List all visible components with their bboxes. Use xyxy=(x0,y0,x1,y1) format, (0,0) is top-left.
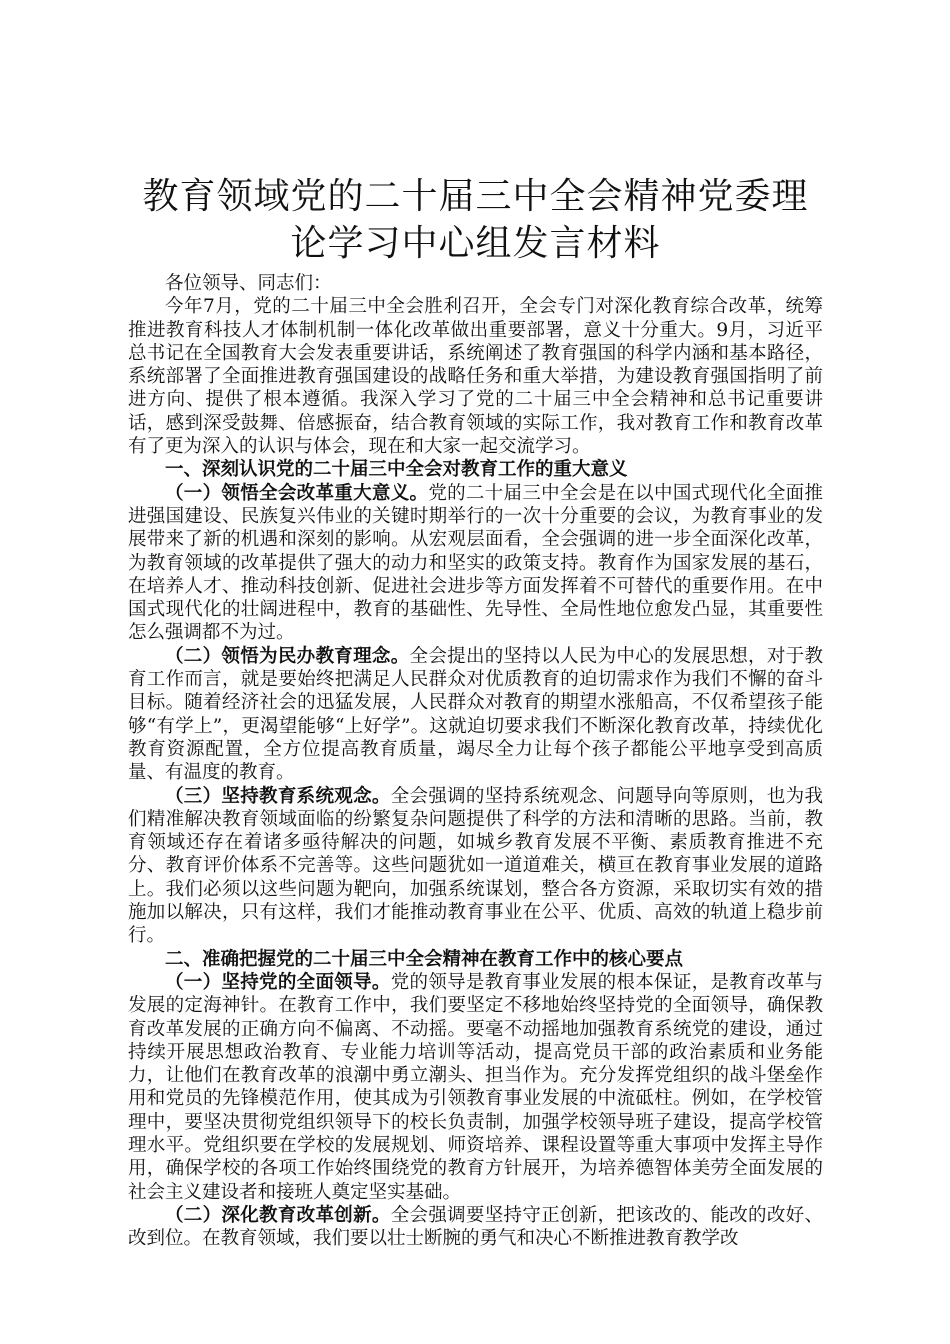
subheading-1-2: （二）领悟为民办教育理念。 xyxy=(165,645,410,667)
paragraph-2-2 xyxy=(128,1204,823,1251)
section-heading-1: 一、深刻认识党的二十届三中全会对教育工作的重大意义 xyxy=(165,459,628,481)
paragraph-2-1 xyxy=(128,971,823,1204)
paragraph-text: 党的二十届三中全会是在以中国式现代化全面推进强国建设、民族复兴伟业的关键时期举行的一次十分重要的会议，为教育事业的发展带来了新的机遇和深刻的影响。从宏观层面看，全会强调的进一步全面深化改革，为教育领域的改革提供了强大的动力和坚实的政策支持。教育作为国家发展的基石，在培养人才、推动科技创新、促进社会进步等方面发挥着不可替代的重要作用。在中国式现代化的壮阔进程中，教育的基础性、先导性、全局性地位愈发凸显，其重要性怎么强调都不为过。 xyxy=(128,482,823,644)
document-title: 教育领域党的二十届三中全会精神党委理论学习中心组发言材料 xyxy=(142,176,809,264)
greeting: 各位领导、同志们： xyxy=(165,273,332,294)
subheading-2-2: （二）深化教育改革创新。 xyxy=(165,1204,391,1226)
paragraph-1-3 xyxy=(128,785,823,948)
intro-paragraph: 今年7月，党的二十届三中全会胜利召开，全会专门对深化教育综合改革，统筹推进教育科技人才体制机制一体化改革做出重要部署，意义十分重大。9月，习近平总书记在全国教育大会发表重要讲话，系统阐述了教育强国的科学内涵和基本路径，系统部署了全面推进教育强国建设的战略任务和重大举措，为建设教育强国指明了前进方向、提供了根本遵循。我深入学习了党的二十届三中全会精神和总书记重要讲话，感到深受鼓舞、倍感振奋，结合教育领域的实际工作，我对教育工作和教育改革有了更为深入的认识与体会，现在和大家一起交流学习。 xyxy=(128,296,823,458)
paragraph-text: 全会强调要坚持守正创新，把该改的、能改的改好、改到位。在教育领域，我们要以壮士断腕的勇气和决心不断推进教育教学改 xyxy=(128,1204,823,1250)
document-page xyxy=(128,0,823,1250)
subheading-1-1: （一）领悟全会改革重大意义。 xyxy=(165,482,429,504)
paragraph-text: 党的领导是教育事业发展的根本保证，是教育改革与发展的定海神针。在教育工作中，我们要坚定不移地始终坚持党的全面领导，确保教育改革发展的正确方向不偏离、不动摇。要毫不动摇地加强教育系统党的建设，通过持续开展思想政治教育、专业能力培训等活动，提高党员干部的政治素质和业务能力，让他们在教育改革的浪潮中勇立潮头、担当作为。充分发挥党组织的战斗堡垒作用和党员的先锋模范作用，使其成为引领教育事业发展的中流砥柱。例如，在学校管理中，要坚决贯彻党组织领导下的校长负责制，加强学校领导班子建设，提高学校管理水平。党组织要在学校的发展规划、师资培养、课程设置等重大事项中发挥主导作用，确保学校的各项工作始终围绕党的教育方针展开，为培养德智体美劳全面发展的社会主义建设者和接班人奠定坚实基础。 xyxy=(128,971,823,1203)
paragraph-text: 全会提出的坚持以人民为中心的发展思想，对于教育工作而言，就是要始终把满足人民群众对优质教育的迫切需求作为我们不懈的奋斗目标。随着经济社会的迅猛发展，人民群众对教育的期望水涨船高，不仅希望孩子能够“有学上”，更渴望能够“上好学”。这就迫切要求我们不断深化教育改革，持续优化教育资源配置，全方位提高教育质量，竭尽全力让每个孩子都能公平地享受到高质量、有温度的教育。 xyxy=(128,645,823,784)
paragraph-1-1 xyxy=(128,482,823,645)
section-heading-2: 二、准确把握党的二十届三中全会精神在教育工作中的核心要点 xyxy=(165,948,684,970)
subheading-2-1: （一）坚持党的全面领导。 xyxy=(165,971,391,993)
subheading-1-3: （三）坚持教育系统观念。 xyxy=(165,785,391,807)
paragraph-1-2 xyxy=(128,645,823,785)
paragraph-text: 全会强调的坚持系统观念、问题导向等原则，也为我们精准解决教育领域面临的纷繁复杂问题提供了科学的方法和清晰的思路。当前，教育领域还存在着诸多亟待解决的问题，如城乡教育发展不平衡、素质教育推进不充分、教育评价体系不完善等。这些问题犹如一道道难关，横亘在教育事业发展的道路上。我们必须以这些问题为靶向，加强系统谋划，整合各方资源，采取切实有效的措施加以解决，只有这样，我们才能推动教育事业在公平、优质、高效的轨道上稳步前行。 xyxy=(128,785,823,947)
